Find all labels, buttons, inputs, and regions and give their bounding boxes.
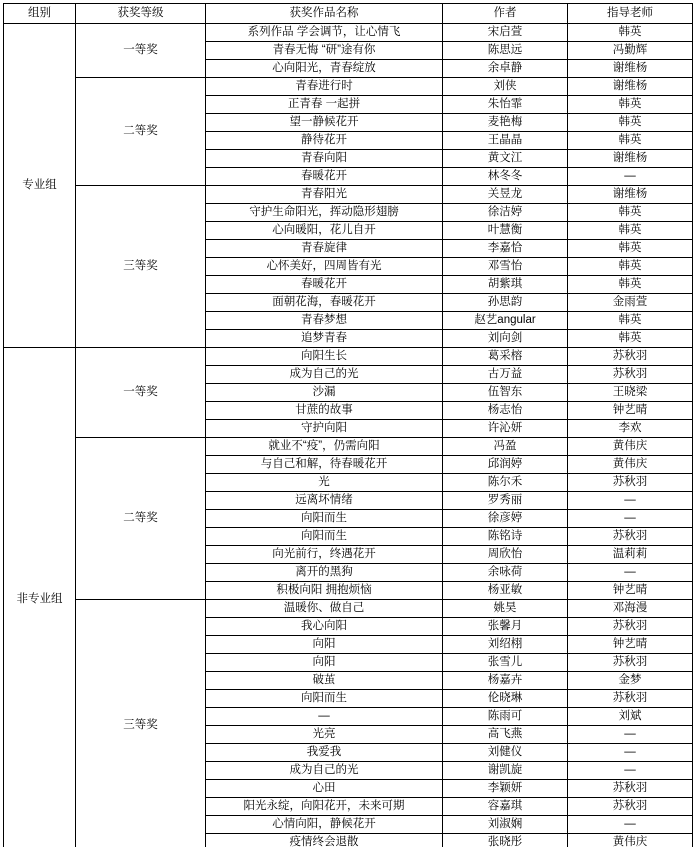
author-cell: 葛采榕 xyxy=(443,348,568,366)
work-title-cell: 守护向阳 xyxy=(206,420,443,438)
teacher-cell: 谢维杨 xyxy=(568,186,693,204)
author-cell: 罗秀丽 xyxy=(443,492,568,510)
column-header-group: 组别 xyxy=(4,4,76,24)
table-row xyxy=(4,600,693,618)
table-header-row xyxy=(4,4,693,24)
teacher-cell: 韩英 xyxy=(568,222,693,240)
teacher-cell: 韩英 xyxy=(568,312,693,330)
teacher-cell: 黄伟庆 xyxy=(568,456,693,474)
author-cell: 朱怡霏 xyxy=(443,96,568,114)
column-header-level: 获奖等级 xyxy=(76,4,206,24)
author-cell: 麦艳梅 xyxy=(443,114,568,132)
author-cell: 高飞燕 xyxy=(443,726,568,744)
author-cell: 李嘉恰 xyxy=(443,240,568,258)
table-row xyxy=(4,438,693,456)
teacher-cell: — xyxy=(568,726,693,744)
work-title-cell: 心怀美好，四周皆有光 xyxy=(206,258,443,276)
teacher-cell: — xyxy=(568,762,693,780)
teacher-cell: — xyxy=(568,744,693,762)
work-title-cell: 青春进行时 xyxy=(206,78,443,96)
work-title-cell: 远离坏情绪 xyxy=(206,492,443,510)
teacher-cell: 韩英 xyxy=(568,132,693,150)
teacher-cell: 韩英 xyxy=(568,24,693,42)
author-cell: 孙思韵 xyxy=(443,294,568,312)
work-title-cell: 向阳而生 xyxy=(206,690,443,708)
author-cell: 刘淑娴 xyxy=(443,816,568,834)
teacher-cell: 韩英 xyxy=(568,258,693,276)
table-row xyxy=(4,348,693,366)
work-title-cell: 我爱我 xyxy=(206,744,443,762)
work-title-cell: 向光前行，终遇花开 xyxy=(206,546,443,564)
author-cell: 陈思远 xyxy=(443,42,568,60)
work-title-cell: 成为自己的光 xyxy=(206,762,443,780)
author-cell: 宋启萱 xyxy=(443,24,568,42)
work-title-cell: 向阳 xyxy=(206,636,443,654)
teacher-cell: 温莉莉 xyxy=(568,546,693,564)
author-cell: 古万益 xyxy=(443,366,568,384)
author-cell: 许沁妍 xyxy=(443,420,568,438)
author-cell: 叶慧衡 xyxy=(443,222,568,240)
teacher-cell: 苏秋羽 xyxy=(568,366,693,384)
teacher-cell: 钟艺晴 xyxy=(568,402,693,420)
work-title-cell: 望一静候花开 xyxy=(206,114,443,132)
work-title-cell: 成为自己的光 xyxy=(206,366,443,384)
author-cell: 胡紫琪 xyxy=(443,276,568,294)
teacher-cell: 钟艺晴 xyxy=(568,582,693,600)
author-cell: 余卓静 xyxy=(443,60,568,78)
table-row xyxy=(4,186,693,204)
teacher-cell: 苏秋羽 xyxy=(568,348,693,366)
teacher-cell: 邓海漫 xyxy=(568,600,693,618)
work-title-cell: 积极向阳 拥抱烦恼 xyxy=(206,582,443,600)
work-title-cell: 青春梦想 xyxy=(206,312,443,330)
author-cell: 余咏荷 xyxy=(443,564,568,582)
table-header xyxy=(4,4,693,24)
teacher-cell: 金梦 xyxy=(568,672,693,690)
work-title-cell: 破茧 xyxy=(206,672,443,690)
author-cell: 张雪儿 xyxy=(443,654,568,672)
work-title-cell: 静待花开 xyxy=(206,132,443,150)
award-list-table xyxy=(3,3,693,847)
author-cell: 伦晓琳 xyxy=(443,690,568,708)
author-cell: 刘侠 xyxy=(443,78,568,96)
work-title-cell: 守护生命阳光，挥动隐形翅膀 xyxy=(206,204,443,222)
teacher-cell: 钟艺晴 xyxy=(568,636,693,654)
work-title-cell: 春暖花开 xyxy=(206,168,443,186)
award-level-cell: 三等奖 xyxy=(76,600,206,847)
teacher-cell: 刘斌 xyxy=(568,708,693,726)
author-cell: 刘向剑 xyxy=(443,330,568,348)
award-level-cell: 二等奖 xyxy=(76,78,206,186)
author-cell: 周欣怡 xyxy=(443,546,568,564)
teacher-cell: 金雨萱 xyxy=(568,294,693,312)
work-title-cell: 青春阳光 xyxy=(206,186,443,204)
author-cell: 杨志怡 xyxy=(443,402,568,420)
teacher-cell: 谢维杨 xyxy=(568,60,693,78)
award-level-cell: 一等奖 xyxy=(76,348,206,438)
teacher-cell: 冯勤辉 xyxy=(568,42,693,60)
work-title-cell: 心田 xyxy=(206,780,443,798)
teacher-cell: 谢维杨 xyxy=(568,78,693,96)
author-cell: 邱润婷 xyxy=(443,456,568,474)
teacher-cell: 黄伟庆 xyxy=(568,834,693,847)
author-cell: 张晓彤 xyxy=(443,834,568,847)
teacher-cell: — xyxy=(568,492,693,510)
work-title-cell: 甘蔗的故事 xyxy=(206,402,443,420)
table-row xyxy=(4,24,693,42)
work-title-cell: 向阳而生 xyxy=(206,510,443,528)
work-title-cell: 春暖花开 xyxy=(206,276,443,294)
author-cell: 容嘉琪 xyxy=(443,798,568,816)
teacher-cell: 韩英 xyxy=(568,96,693,114)
award-level-cell: 二等奖 xyxy=(76,438,206,600)
work-title-cell: 系列作品 学会调节，让心情飞 xyxy=(206,24,443,42)
teacher-cell: 苏秋羽 xyxy=(568,690,693,708)
group-cell: 专业组 xyxy=(4,24,76,348)
teacher-cell: 苏秋羽 xyxy=(568,798,693,816)
work-title-cell: 光亮 xyxy=(206,726,443,744)
author-cell: 杨亚敏 xyxy=(443,582,568,600)
column-header-author: 作者 xyxy=(443,4,568,24)
author-cell: 陈雨可 xyxy=(443,708,568,726)
work-title-cell: 向阳而生 xyxy=(206,528,443,546)
work-title-cell: 青春无悔 “研”途有你 xyxy=(206,42,443,60)
teacher-cell: 韩英 xyxy=(568,240,693,258)
teacher-cell: 韩英 xyxy=(568,330,693,348)
teacher-cell: 王晓梁 xyxy=(568,384,693,402)
teacher-cell: 苏秋羽 xyxy=(568,528,693,546)
author-cell: 关昱龙 xyxy=(443,186,568,204)
teacher-cell: — xyxy=(568,510,693,528)
column-header-title: 获奖作品名称 xyxy=(206,4,443,24)
work-title-cell: 心向阳光，青春绽放 xyxy=(206,60,443,78)
author-cell: 邓雪怡 xyxy=(443,258,568,276)
teacher-cell: — xyxy=(568,564,693,582)
author-cell: 赵艺angular xyxy=(443,312,568,330)
teacher-cell: 黄伟庆 xyxy=(568,438,693,456)
work-title-cell: 青春向阳 xyxy=(206,150,443,168)
teacher-cell: — xyxy=(568,168,693,186)
author-cell: 刘绍栩 xyxy=(443,636,568,654)
work-title-cell: 向阳生长 xyxy=(206,348,443,366)
author-cell: 冯盈 xyxy=(443,438,568,456)
author-cell: 姚昊 xyxy=(443,600,568,618)
group-cell: 非专业组 xyxy=(4,348,76,847)
author-cell: 谢凯旋 xyxy=(443,762,568,780)
work-title-cell: 离开的黑狗 xyxy=(206,564,443,582)
work-title-cell: 向阳 xyxy=(206,654,443,672)
teacher-cell: — xyxy=(568,816,693,834)
teacher-cell: 韩英 xyxy=(568,276,693,294)
teacher-cell: 韩英 xyxy=(568,204,693,222)
teacher-cell: 苏秋羽 xyxy=(568,474,693,492)
work-title-cell: 沙漏 xyxy=(206,384,443,402)
teacher-cell: 苏秋羽 xyxy=(568,780,693,798)
work-title-cell: 就业不“疫”，仍需向阳 xyxy=(206,438,443,456)
column-header-teacher: 指导老师 xyxy=(568,4,693,24)
author-cell: 杨嘉卉 xyxy=(443,672,568,690)
work-title-cell: 面朝花海，春暖花开 xyxy=(206,294,443,312)
work-title-cell: 疫情终会退散 xyxy=(206,834,443,847)
author-cell: 刘健仪 xyxy=(443,744,568,762)
author-cell: 黄文江 xyxy=(443,150,568,168)
award-level-cell: 一等奖 xyxy=(76,24,206,78)
author-cell: 陈铭诗 xyxy=(443,528,568,546)
work-title-cell: — xyxy=(206,708,443,726)
work-title-cell: 青春旋律 xyxy=(206,240,443,258)
work-title-cell: 心情向阳，静候花开 xyxy=(206,816,443,834)
award-level-cell: 三等奖 xyxy=(76,186,206,348)
teacher-cell: 李欢 xyxy=(568,420,693,438)
work-title-cell: 追梦青春 xyxy=(206,330,443,348)
author-cell: 王晶晶 xyxy=(443,132,568,150)
author-cell: 陈尔禾 xyxy=(443,474,568,492)
work-title-cell: 光 xyxy=(206,474,443,492)
author-cell: 李颖妍 xyxy=(443,780,568,798)
work-title-cell: 温暖你、做自己 xyxy=(206,600,443,618)
work-title-cell: 正青春 一起拼 xyxy=(206,96,443,114)
teacher-cell: 韩英 xyxy=(568,114,693,132)
work-title-cell: 阳光永绽，向阳花开，未来可期 xyxy=(206,798,443,816)
table-row xyxy=(4,78,693,96)
work-title-cell: 与自己和解，待春暖花开 xyxy=(206,456,443,474)
author-cell: 张馨月 xyxy=(443,618,568,636)
work-title-cell: 我心向阳 xyxy=(206,618,443,636)
teacher-cell: 苏秋羽 xyxy=(568,618,693,636)
author-cell: 徐洁婷 xyxy=(443,204,568,222)
teacher-cell: 苏秋羽 xyxy=(568,654,693,672)
table-body xyxy=(4,24,693,847)
author-cell: 林冬冬 xyxy=(443,168,568,186)
author-cell: 徐彦婷 xyxy=(443,510,568,528)
teacher-cell: 谢维杨 xyxy=(568,150,693,168)
author-cell: 伍智东 xyxy=(443,384,568,402)
work-title-cell: 心向暖阳，花儿自开 xyxy=(206,222,443,240)
